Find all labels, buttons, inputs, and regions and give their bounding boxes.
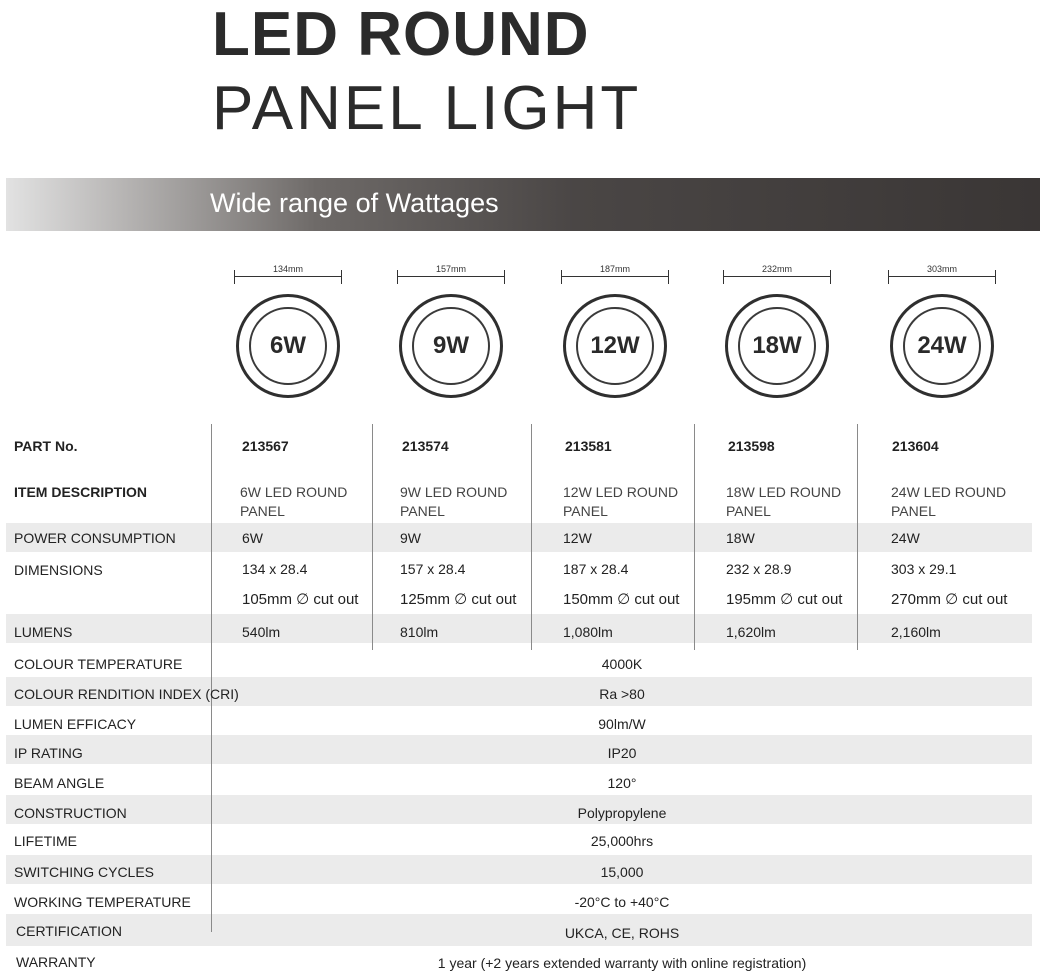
wattage-label: 9W: [433, 332, 469, 359]
dimension-tick: [341, 270, 342, 284]
dimensions-value: 303 x 29.1: [891, 561, 957, 577]
item-description-line1: 18W LED ROUND: [726, 484, 842, 500]
lumens-value: 1,080lm: [563, 624, 613, 640]
part-number: 213598: [728, 438, 775, 454]
dimension-tick: [561, 270, 562, 284]
dimension-tick: [723, 270, 724, 284]
wattage-label: 18W: [752, 332, 802, 359]
label-working-temperature: WORKING TEMPERATURE: [14, 894, 191, 910]
dimension-tick: [504, 270, 505, 284]
colour-temperature-value: 4000K: [601, 656, 643, 672]
dimension-label: 134mm: [272, 264, 303, 274]
dimension-tick: [397, 270, 398, 284]
dimension-label: 157mm: [435, 264, 466, 274]
power-value: 12W: [563, 530, 592, 546]
item-description-line2: PANEL: [563, 503, 608, 519]
column-divider: [531, 424, 532, 650]
dimension-tick: [995, 270, 996, 284]
dimensions-value: 134 x 28.4: [242, 561, 308, 577]
item-description-line1: 24W LED ROUND: [891, 484, 1007, 500]
page-title-line2: PANEL LIGHT: [212, 74, 642, 143]
panel-outer-ring: [725, 294, 829, 398]
lumens-value: 810lm: [400, 624, 439, 640]
column-divider: [694, 424, 695, 650]
item-description-line2: PANEL: [240, 503, 285, 519]
ip-rating-value: IP20: [607, 745, 637, 761]
power-value: 24W: [891, 530, 920, 546]
wattage-label: 12W: [590, 332, 640, 359]
dimension-tick: [888, 270, 889, 284]
switching-cycles-value: 15,000: [600, 864, 644, 880]
part-number: 213567: [242, 438, 289, 454]
dimension-line: [723, 276, 831, 277]
lumens-value: 2,160lm: [891, 624, 941, 640]
dimensions-value: 187 x 28.4: [563, 561, 629, 577]
dimensions-value: 157 x 28.4: [400, 561, 466, 577]
cri-value: Ra >80: [599, 686, 645, 702]
label-lumens: LUMENS: [14, 624, 73, 640]
banner-text: Wide range of Wattages: [210, 188, 499, 218]
label-colour-temperature: COLOUR TEMPERATURE: [14, 656, 183, 672]
panel-inner-ring: [903, 307, 981, 385]
item-description-line1: 12W LED ROUND: [563, 484, 679, 500]
dimension-line: [888, 276, 996, 277]
cutout-value: 125mm ∅ cut out: [400, 591, 517, 608]
label-part-no: PART No.: [14, 438, 78, 454]
panel-illustration-6w: [228, 262, 348, 412]
cutout-value: 270mm ∅ cut out: [891, 591, 1008, 608]
panel-illustration-18w: [717, 262, 837, 412]
panel-illustration-24w: [882, 262, 1002, 412]
dimension-line: [397, 276, 505, 277]
panel-inner-ring: [576, 307, 654, 385]
part-number: 213581: [565, 438, 612, 454]
dimension-label: 303mm: [926, 264, 957, 274]
lifetime-value: 25,000hrs: [590, 833, 654, 849]
beam-angle-value: 120°: [607, 775, 637, 791]
label-item-description: ITEM DESCRIPTION: [14, 484, 148, 500]
warranty-value: 1 year (+2 years extended warranty with online registration): [437, 955, 807, 971]
column-divider: [372, 424, 373, 650]
label-power-consumption: POWER CONSUMPTION: [14, 530, 176, 546]
lumens-value: 1,620lm: [726, 624, 776, 640]
cutout-value: 195mm ∅ cut out: [726, 591, 843, 608]
dimension-label: 232mm: [761, 264, 792, 274]
row-shade: [6, 614, 1032, 643]
dimension-line: [234, 276, 342, 277]
label-beam-angle: BEAM ANGLE: [14, 775, 105, 791]
power-value: 18W: [726, 530, 755, 546]
dimension-tick: [668, 270, 669, 284]
lumen-efficacy-value: 90lm/W: [598, 716, 646, 732]
wattage-label: 24W: [917, 332, 967, 359]
item-description-line1: 9W LED ROUND: [400, 484, 508, 500]
label-ip-rating: IP RATING: [14, 745, 83, 761]
cutout-value: 150mm ∅ cut out: [563, 591, 680, 608]
label-construction: CONSTRUCTION: [14, 805, 127, 821]
wattage-label: 6W: [270, 332, 306, 359]
column-divider: [211, 424, 212, 932]
label-certification: CERTIFICATION: [16, 923, 123, 939]
panel-inner-ring: [738, 307, 816, 385]
label-lumen-efficacy: LUMEN EFFICACY: [14, 716, 137, 732]
panel-outer-ring: [563, 294, 667, 398]
panel-outer-ring: [236, 294, 340, 398]
part-number: 213574: [402, 438, 449, 454]
label-warranty: WARRANTY: [16, 954, 96, 970]
panel-outer-ring: [890, 294, 994, 398]
power-value: 6W: [242, 530, 263, 546]
panel-illustration-12w: [555, 262, 675, 412]
construction-value: Polypropylene: [577, 805, 667, 821]
dimension-line: [561, 276, 669, 277]
certification-value: UKCA, CE, ROHS: [564, 925, 680, 941]
dimensions-value: 232 x 28.9: [726, 561, 792, 577]
lumens-value: 540lm: [242, 624, 281, 640]
label-dimensions: DIMENSIONS: [14, 562, 103, 578]
dimension-tick: [830, 270, 831, 284]
label-cri: COLOUR RENDITION INDEX (CRI): [14, 686, 239, 702]
power-value: 9W: [400, 530, 421, 546]
label-switching-cycles: SWITCHING CYCLES: [14, 864, 155, 880]
panel-illustration-9w: [391, 262, 511, 412]
banner: [6, 178, 1040, 231]
panel-outer-ring: [399, 294, 503, 398]
item-description-line2: PANEL: [726, 503, 771, 519]
page-title-line1: LED ROUND: [212, 0, 590, 69]
part-number: 213604: [892, 438, 939, 454]
panel-inner-ring: [249, 307, 327, 385]
item-description-line1: 6W LED ROUND: [240, 484, 348, 500]
dimension-tick: [234, 270, 235, 284]
cutout-value: 105mm ∅ cut out: [242, 591, 359, 608]
working-temperature-value: -20°C to +40°C: [574, 894, 670, 910]
column-divider: [857, 424, 858, 650]
dimension-label: 187mm: [599, 264, 630, 274]
label-lifetime: LIFETIME: [14, 833, 78, 849]
panel-inner-ring: [412, 307, 490, 385]
item-description-line2: PANEL: [400, 503, 445, 519]
item-description-line2: PANEL: [891, 503, 936, 519]
